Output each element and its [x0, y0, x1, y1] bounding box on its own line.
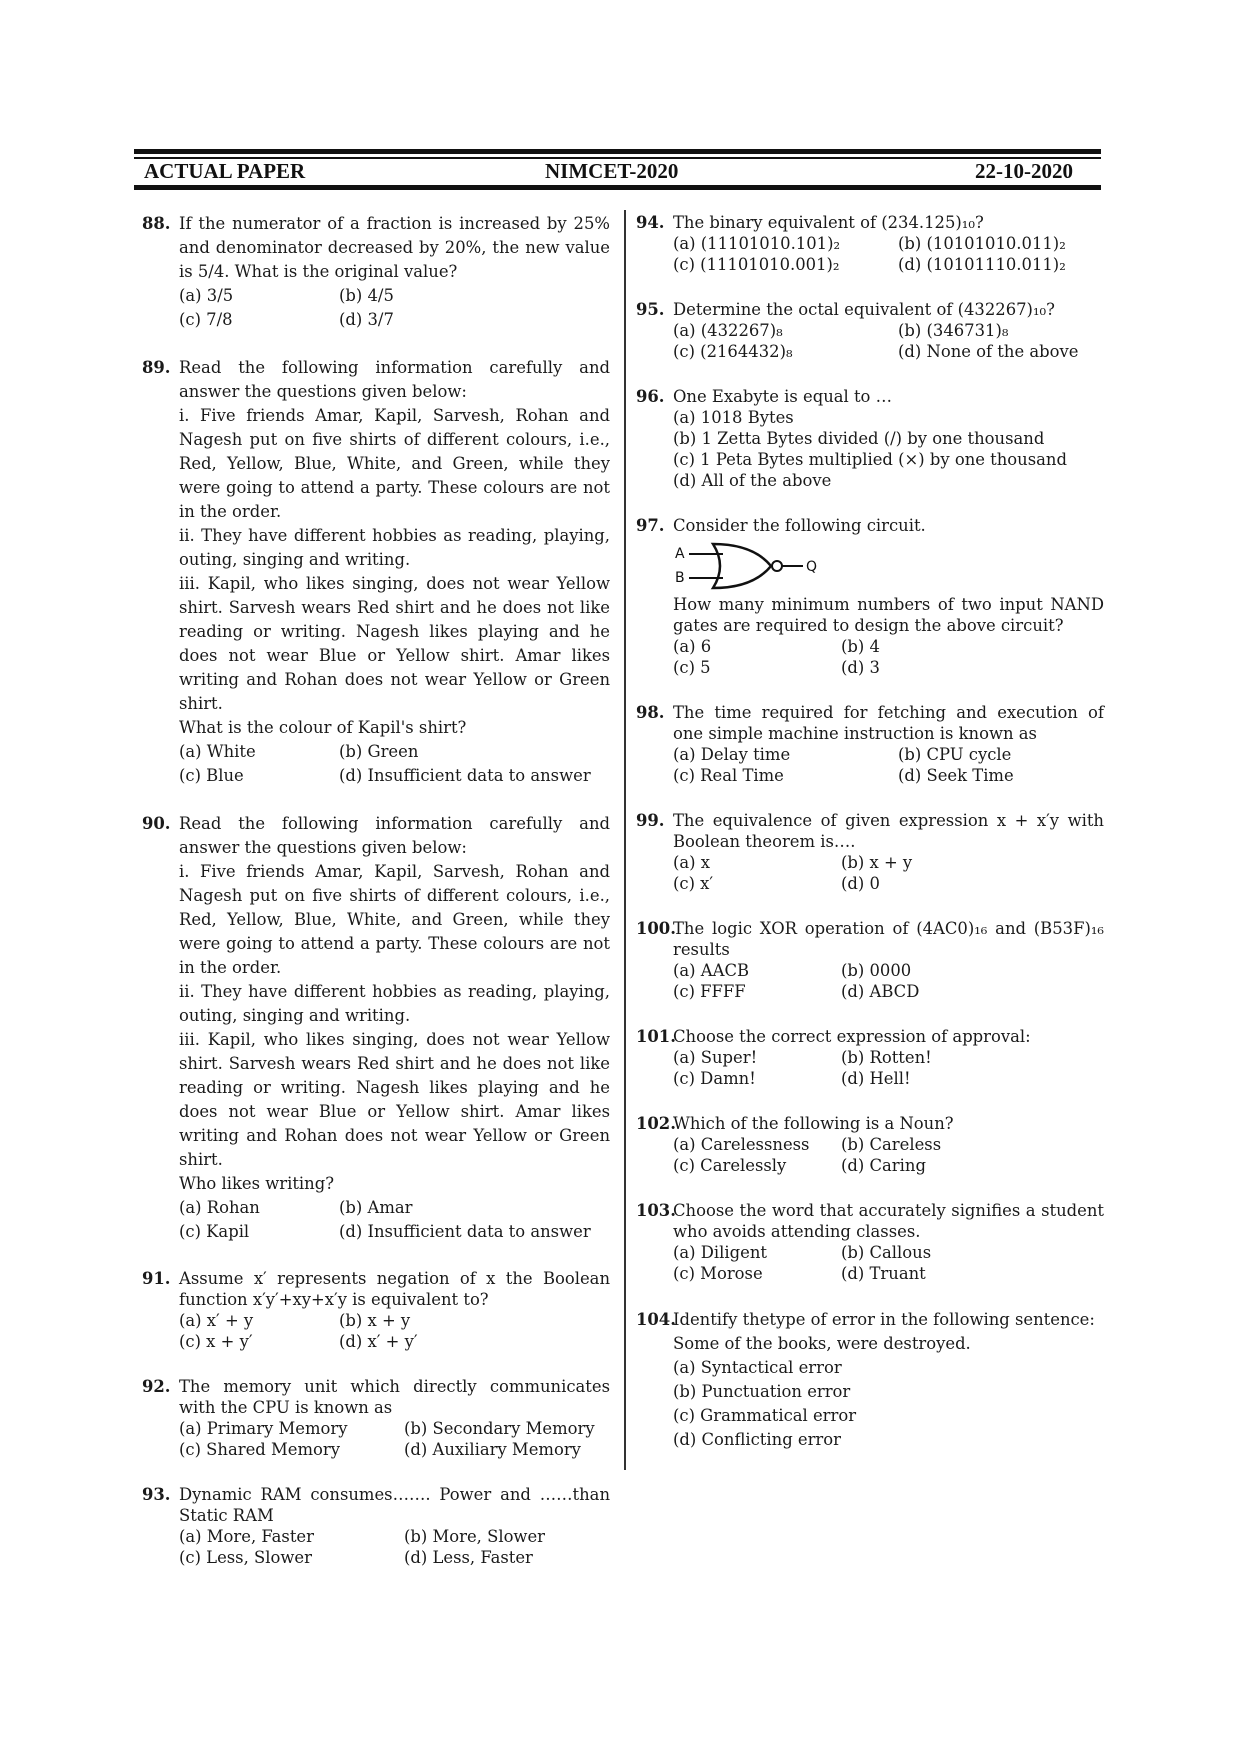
option-d: (d) 0 [841, 874, 880, 893]
option-b: (b) CPU cycle [898, 745, 1012, 764]
option-b: (b) Amar [339, 1198, 413, 1217]
input-b-label: B [675, 570, 685, 586]
info-para-2: ii. They have different hobbies as reading, playing, outing, singing and writing. [179, 526, 610, 569]
option-a: (a) Carelessness [673, 1135, 810, 1154]
input-a-label: A [675, 546, 685, 562]
option-c: (c) (2164432)₈ [673, 342, 793, 361]
question-number: 104. [636, 1310, 676, 1329]
question-prompt: Who likes writing? [179, 1174, 334, 1193]
question-number: 99. [636, 811, 665, 830]
question-text: Choose the word that accurately signifies a student who avoids attending classes. [673, 1201, 1104, 1241]
option-a: (a) Super! [673, 1048, 758, 1067]
option-c: (c) Morose [673, 1264, 763, 1283]
options [673, 1134, 1104, 1176]
question-text: Consider the following circuit. [673, 516, 926, 535]
question-number: 95. [636, 300, 665, 319]
question-number: 91. [142, 1269, 171, 1288]
question-number: 92. [142, 1377, 171, 1396]
info-para-1: i. Five friends Amar, Kapil, Sarvesh, Rohan and Nagesh put on five shirts of different colours, i.e., Red, Yellow, Blue, White, and Green, while they were going to attend a party. These colours are not in the order. [179, 406, 610, 521]
question-number: 88. [142, 214, 171, 233]
option-c: (c) Less, Slower [179, 1548, 312, 1567]
option-c: (c) Grammatical error [673, 1406, 857, 1425]
question-number: 101. [636, 1027, 676, 1046]
option-c: (c) x′ [673, 874, 714, 893]
option-d: (d) Auxiliary Memory [404, 1440, 581, 1459]
option-a: (a) Primary Memory [179, 1419, 348, 1438]
question-text: The time required for fetching and execution of one simple machine instruction is known as [673, 703, 1104, 743]
question-text: Choose the correct expression of approval: [673, 1027, 1031, 1046]
header-exam-name: NIMCET-2020 [545, 159, 679, 183]
options [673, 1356, 1104, 1452]
question-102 [636, 1113, 1104, 1176]
option-b: (b) 4 [841, 637, 880, 656]
nor-gate-bubble [772, 561, 782, 571]
question-number: 102. [636, 1114, 676, 1133]
option-b: (b) More, Slower [404, 1527, 546, 1546]
option-b: (b) Rotten! [841, 1048, 932, 1067]
option-d: (d) Less, Faster [404, 1548, 533, 1567]
question-98 [636, 702, 1104, 786]
nor-gate-circuit-diagram [673, 542, 833, 590]
header-date: 22-10-2020 [975, 159, 1073, 183]
question-text: The memory unit which directly communicates with the CPU is known as [179, 1377, 610, 1417]
info-para-2: ii. They have different hobbies as reading, playing, outing, singing and writing. [179, 982, 610, 1025]
options [179, 1310, 610, 1352]
options [179, 284, 610, 332]
header-rule-top [134, 149, 1101, 154]
option-b: (b) (10101010.011)₂ [898, 234, 1066, 253]
option-b: (b) Secondary Memory [404, 1419, 595, 1438]
options [673, 636, 1104, 678]
option-d: (d) All of the above [673, 471, 832, 490]
options [673, 852, 1104, 894]
option-a: (a) More, Faster [179, 1527, 314, 1546]
question-number: 96. [636, 387, 665, 406]
question-prompt: How many minimum numbers of two input NAND gates are required to design the above circuit? [673, 595, 1104, 635]
question-90 [142, 812, 610, 1244]
options [179, 1196, 610, 1244]
option-a: (a) x′ + y [179, 1311, 254, 1330]
option-c: (c) (11101010.001)₂ [673, 255, 840, 274]
question-text: Read the following information carefully and answer the questions given below: [179, 814, 610, 857]
option-b: (b) x + y [841, 853, 913, 872]
option-d: (d) Insufficient data to answer [339, 766, 591, 785]
options [179, 740, 610, 788]
question-sentence: Some of the books, were destroyed. [673, 1334, 971, 1353]
options [673, 320, 1104, 362]
info-para-1: i. Five friends Amar, Kapil, Sarvesh, Rohan and Nagesh put on five shirts of different colours, i.e., Red, Yellow, Blue, White, and Green, while they were going to attend a party. These colours are not in the order. [179, 862, 610, 977]
option-a: (a) 1018 Bytes [673, 408, 794, 427]
question-91 [142, 1268, 610, 1352]
question-number: 94. [636, 213, 665, 232]
question-text: The binary equivalent of (234.125)₁₀? [673, 213, 984, 232]
question-text: Determine the octal equivalent of (432267)₁₀? [673, 300, 1055, 319]
question-number: 97. [636, 516, 665, 535]
question-97 [636, 515, 1104, 678]
option-c: (c) Blue [179, 766, 244, 785]
option-b: (b) (346731)₈ [898, 321, 1009, 340]
option-a: (a) Delay time [673, 745, 791, 764]
option-d: (d) Seek Time [898, 766, 1014, 785]
question-text: One Exabyte is equal to … [673, 387, 893, 406]
question-text: Which of the following is a Noun? [673, 1114, 954, 1133]
option-d: (d) ABCD [841, 982, 920, 1001]
option-a: (a) 6 [673, 637, 712, 656]
info-para-3: iii. Kapil, who likes singing, does not wear Yellow shirt. Sarvesh wears Red shirt and he does not like reading or writing. Nagesh likes playing and he does not wear Blue or Yellow shirt. Amar likes writing and Rohan does not wear Yellow or Green shirt. [179, 1030, 610, 1169]
question-88 [142, 212, 610, 332]
question-text: The equivalence of given expression x + x′y with Boolean theorem is…. [673, 811, 1104, 851]
option-b: (b) Green [339, 742, 419, 761]
option-a: (a) White [179, 742, 256, 761]
option-c: (c) Shared Memory [179, 1440, 340, 1459]
option-b: (b) 4/5 [339, 286, 394, 305]
options [179, 1526, 610, 1568]
question-92 [142, 1376, 610, 1460]
options [179, 1418, 610, 1460]
nor-gate-body [713, 544, 771, 588]
question-95 [636, 299, 1104, 362]
option-d: (d) Caring [841, 1156, 926, 1175]
option-c: (c) Kapil [179, 1222, 250, 1241]
option-c: (c) FFFF [673, 982, 746, 1001]
option-b: (b) x + y [339, 1311, 411, 1330]
option-a: (a) Syntactical error [673, 1358, 842, 1377]
column-divider [624, 210, 626, 1470]
option-c: (c) Carelessly [673, 1156, 787, 1175]
question-number: 100. [636, 919, 676, 938]
question-text: If the numerator of a fraction is increased by 25% and denominator decreased by 20%, the new value is 5/4. What is the original value? [179, 214, 610, 281]
question-number: 93. [142, 1485, 171, 1504]
question-text: The logic XOR operation of (4AC0)₁₆ and (B53F)₁₆ results [673, 919, 1104, 959]
option-c: (c) 7/8 [179, 310, 233, 329]
question-104 [636, 1308, 1104, 1452]
right-column [636, 212, 1104, 1468]
option-b: (b) Callous [841, 1243, 932, 1262]
option-b: (b) 1 Zetta Bytes divided (/) by one thousand [673, 429, 1045, 448]
output-q-label: Q [806, 559, 818, 575]
question-93 [142, 1484, 610, 1568]
info-para-3: iii. Kapil, who likes singing, does not wear Yellow shirt. Sarvesh wears Red shirt and he does not like reading or writing. Nagesh likes playing and he does not wear Blue or Yellow shirt. Amar likes writing and Rohan does not wear Yellow or Green shirt. [179, 574, 610, 713]
question-96 [636, 386, 1104, 491]
option-d: (d) (10101110.011)₂ [898, 255, 1066, 274]
question-prompt: What is the colour of Kapil's shirt? [179, 718, 467, 737]
question-94 [636, 212, 1104, 275]
options [673, 233, 1104, 275]
question-103 [636, 1200, 1104, 1284]
options [673, 744, 1104, 786]
option-d: (d) Conflicting error [673, 1430, 841, 1449]
question-number: 103. [636, 1201, 676, 1220]
option-b: (b) Careless [841, 1135, 942, 1154]
option-a: (a) Rohan [179, 1198, 260, 1217]
option-c: (c) Real Time [673, 766, 784, 785]
option-d: (d) Hell! [841, 1069, 911, 1088]
options [673, 960, 1104, 1002]
question-number: 90. [142, 814, 171, 833]
option-a: (a) (432267)₈ [673, 321, 783, 340]
option-a: (a) x [673, 853, 711, 872]
options [673, 407, 1104, 491]
option-c: (c) x + y′ [179, 1332, 253, 1351]
left-column [142, 212, 610, 1567]
header-rule-bottom [134, 185, 1101, 190]
option-c: (c) 5 [673, 658, 711, 677]
question-text: Dynamic RAM consumes……. Power and ……than Static RAM [179, 1485, 610, 1525]
option-b: (b) Punctuation error [673, 1382, 851, 1401]
option-a: (a) Diligent [673, 1243, 767, 1262]
question-text: Identify thetype of error in the following sentence: [673, 1310, 1095, 1329]
option-a: (a) 3/5 [179, 286, 234, 305]
option-d: (d) 3 [841, 658, 880, 677]
header-label: ACTUAL PAPER [144, 159, 306, 183]
option-a: (a) (11101010.101)₂ [673, 234, 841, 253]
option-d: (d) x′ + y′ [339, 1332, 418, 1351]
option-b: (b) 0000 [841, 961, 912, 980]
option-d: (d) None of the above [898, 342, 1079, 361]
question-89 [142, 356, 610, 788]
option-c: (c) Damn! [673, 1069, 756, 1088]
question-number: 89. [142, 358, 171, 377]
options [673, 1047, 1104, 1089]
option-d: (d) Insufficient data to answer [339, 1222, 591, 1241]
question-99 [636, 810, 1104, 894]
question-100 [636, 918, 1104, 1002]
option-d: (d) Truant [841, 1264, 926, 1283]
question-text: Read the following information carefully and answer the questions given below: [179, 358, 610, 401]
option-d: (d) 3/7 [339, 310, 394, 329]
options [673, 1242, 1104, 1284]
option-a: (a) AACB [673, 961, 750, 980]
option-c: (c) 1 Peta Bytes multiplied (×) by one thousand [673, 450, 1067, 469]
question-text: Assume x′ represents negation of x the Boolean function x′y′+xy+x′y is equivalent to? [179, 1269, 610, 1309]
question-101 [636, 1026, 1104, 1089]
question-number: 98. [636, 703, 665, 722]
